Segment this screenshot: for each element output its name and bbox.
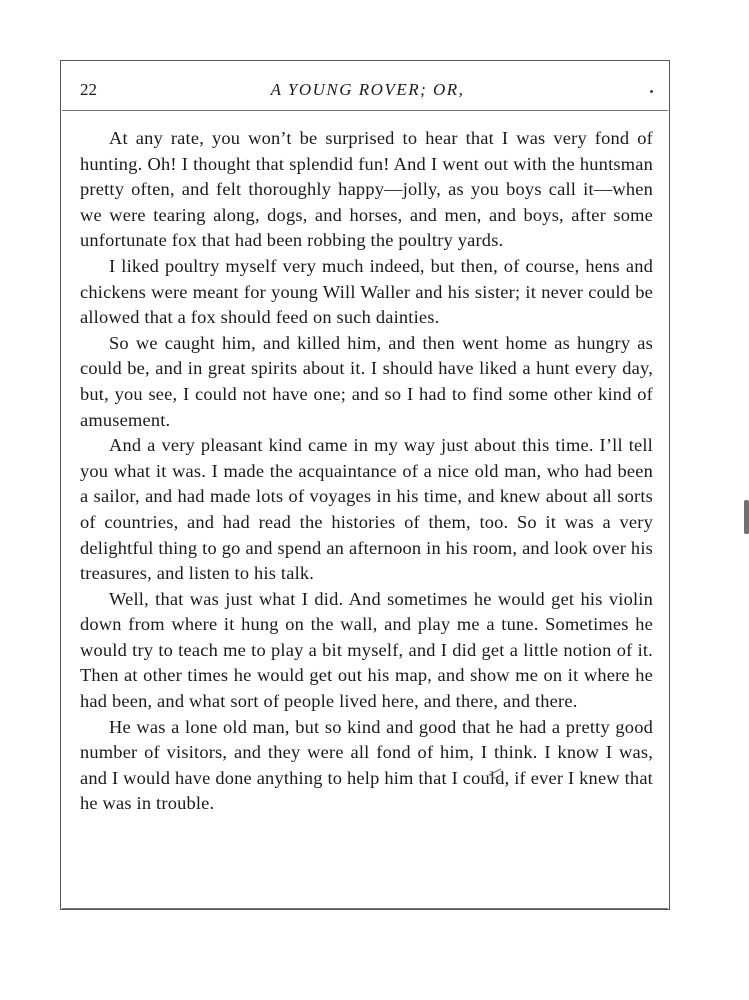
- paragraph: And a very pleasant kind came in my way just about this time. I’ll tell you what it was. I made the acquaintance of a nice old man, who had been a sailor, and had made lots of voyages in his time, and knew about all sorts of countries, and had read the histories of them, too. So it was a very delightful thing to go and spend an afternoon in his room, and look over his treasures, and listen to his talk.: [80, 435, 653, 584]
- paragraph: Well, that was just what I did. And sometimes he would get his violin down from where it hung on the wall, and play me a tune. Sometimes he would try to teach me to play a bit myself, and I did get a little notion of it. Then at other times he would get out his map, and show me on it where he had been, and what sort of people lived here, and there, and there.: [80, 588, 653, 712]
- running-title: A YOUNG ROVER; OR,: [270, 80, 465, 99]
- ink-speck: [650, 90, 653, 93]
- paragraph: So we caught him, and killed him, and then went home as hungry as could be, and in great spirits about it. I should have liked a hunt every day, but, you see, I could not have one; and so I had to find some other kind of amusement.: [80, 332, 653, 430]
- paragraph: I liked poultry myself very much indeed, but then, of course, hens and chickens were meant for young Will Waller and his sister; it never could be allowed that a fox should feed on such dainties.: [80, 255, 653, 328]
- paragraph: At any rate, you won’t be surprised to hear that I was very fond of hunting. Oh! I thought that splendid fun! And I went out with the huntsman pretty often, and felt thoroughly happy—jolly, as you boys call it—when we were tearing along, dogs, and horses, and men, and boys, after some unfortunate fox that had been robbing the poultry yards.: [80, 128, 653, 251]
- body-text: [80, 126, 653, 817]
- header-rule: [62, 110, 668, 111]
- binding-edge-mark: [744, 500, 749, 534]
- pencil-check-mark: [488, 768, 502, 782]
- footer-rule: [62, 908, 668, 909]
- page-header: [80, 80, 655, 104]
- page-number: 22: [80, 80, 97, 99]
- paragraph: He was a lone old man, but so kind and good that he had a pretty good number of visitors, and they were all fond of him, I think. I know I was, and I would have done anything to help him that I could, if ever I knew that he was in trouble.: [80, 716, 653, 814]
